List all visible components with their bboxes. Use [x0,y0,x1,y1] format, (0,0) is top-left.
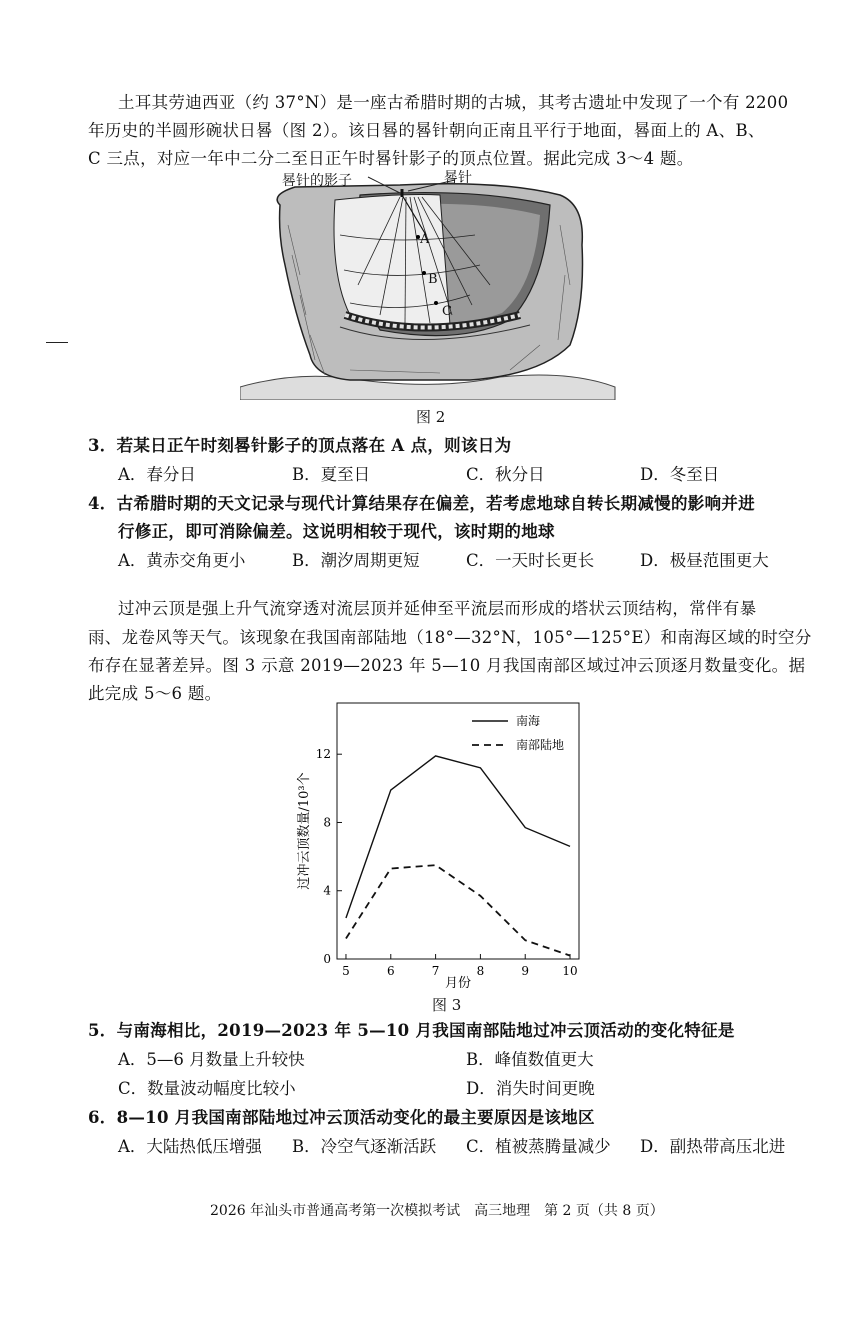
passage2-line-2: 雨、龙卷风等天气。该现象在我国南部陆地（18°—32°N，105°—125°E）和南海区域的时空分 [88,628,812,647]
q6-stem: 6．8—10 月我国南部陆地过冲云顶活动变化的最主要原因是该地区 [88,1108,595,1127]
x-tick-label: 5 [342,964,350,978]
q4-stem-line1: 4．古希腊时期的天文记录与现代计算结果存在偏差，若考虑地球自转长期减慢的影响并进 [88,494,755,513]
q4-stem-line2: 行修正，即可消除偏差。这说明相较于现代，该时期的地球 [118,522,555,541]
q6-option-d: D．副热带高压北进 [640,1137,786,1156]
label-point-a: A [420,232,430,247]
margin-dash [46,342,68,343]
q6-option-a: A．大陆热低压增强 [118,1137,262,1156]
q4-option-a: A．黄赤交角更小 [118,551,246,570]
x-tick-label: 9 [521,964,530,978]
figure3-line-chart [290,695,590,995]
y-tick-label: 8 [323,815,331,830]
q5-option-d: D．消失时间更晚 [466,1079,595,1098]
label-gnomon-shadow: 晷针的影子 [282,173,352,189]
chart-x-axis-label: 月份 [444,976,472,991]
passage2-line-1: 过冲云顶是强上升气流穿透对流层顶并延伸至平流层而形成的塔状云顶结构，常伴有暴 [118,599,757,618]
x-tick-label: 10 [562,964,578,978]
q6-option-b: B．冷空气逐渐活跃 [292,1137,437,1156]
q3-option-d: D．冬至日 [640,465,720,484]
q5-option-b: B．峰值数值更大 [466,1050,594,1069]
y-tick-label: 0 [323,952,331,966]
x-tick-label: 6 [386,964,395,978]
series-line-southern-land [346,865,570,955]
passage2-line-4: 此完成 5～6 题。 [88,684,222,703]
page-footer: 2026 年汕头市普通高考第一次模拟考试 高三地理 第 2 页（共 8 页） [210,1203,664,1219]
series-line-south-china-sea [346,756,570,918]
q3-stem: 3．若某日正午时刻晷针影子的顶点落在 A 点，则该日为 [88,436,512,455]
chart-y-axis-label: 过冲云顶数量/10³个 [297,772,312,890]
y-tick-label: 12 [315,747,331,762]
figure3-caption: 图 3 [432,996,462,1014]
figure2-caption: 图 2 [416,408,446,426]
q5-option-c: C．数量波动幅度比较小 [118,1079,296,1098]
q5-stem: 5．与南海相比，2019—2023 年 5—10 月我国南部陆地过冲云顶活动的变化特征是 [88,1021,735,1040]
y-tick-label: 4 [323,883,331,898]
q4-option-d: D．极昼范围更大 [640,551,769,570]
x-tick-label: 8 [476,964,485,978]
label-gnomon: 晷针 [444,170,472,186]
passage1-line-3: C 三点，对应一年中二分二至日正午时晷针影子的顶点位置。据此完成 3～4 题。 [88,149,694,168]
label-point-c: C [442,304,452,319]
q3-option-b: B．夏至日 [292,465,371,484]
q3-option-c: C．秋分日 [466,465,545,484]
q6-option-c: C．植被蒸腾量减少 [466,1137,611,1156]
q3-option-a: A．春分日 [118,465,196,484]
label-point-b: B [428,272,438,287]
passage1-line-1: 土耳其劳迪西亚（约 37°N）是一座古希腊时期的古城，其考古遗址中发现了一个有 2200 [118,93,789,112]
legend-label: 南海 [516,714,541,728]
passage1-line-2: 年历史的半圆形碗状日晷（图 2）。该日晷的晷针朝向正南且平行于地面，晷面上的 A、B、 [88,121,765,140]
q5-option-a: A．5—6 月数量上升较快 [118,1050,305,1069]
legend-label: 南部陆地 [516,738,565,752]
passage2-line-3: 布存在显著差异。图 3 示意 2019—2023 年 5—10 月我国南部区域过冲云顶逐月数量变化。据 [88,656,806,675]
q4-option-b: B．潮汐周期更短 [292,551,420,570]
q4-option-c: C．一天时长更长 [466,551,595,570]
x-tick-label: 7 [431,964,440,978]
